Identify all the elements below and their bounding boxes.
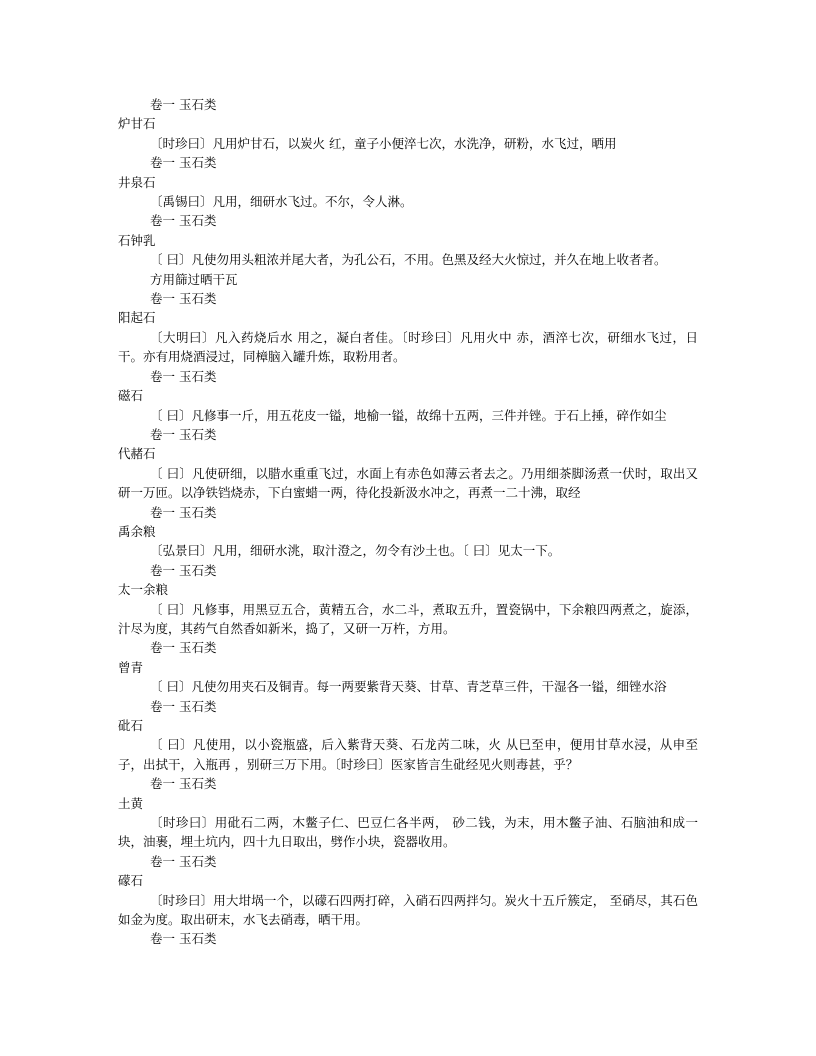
entry-paragraph: 〔时珍曰〕用大坩埚一个，以礞石四两打碎，入硝石四两拌匀。炭火十五斤簇定， 至硝尽，其石色如金为度。取出研末，水飞去硝毒，晒干用。	[118, 892, 698, 928]
entry-paragraph: 〔大明曰〕凡入药烧后水 用之，凝白者佳。〔时珍曰〕凡用火中 赤，酒淬七次，研细水飞过，日干。亦有用烧酒浸过，同樟脑入罐升炼，取粉用者。	[118, 329, 698, 365]
entry-title: 井泉石	[118, 174, 156, 190]
chapter-heading: 卷一 玉石类	[150, 698, 217, 714]
chapter-heading: 卷一 玉石类	[150, 931, 217, 947]
entry-title: 阳起石	[118, 310, 156, 326]
entry-title: 石钟乳	[118, 232, 156, 248]
entry-title: 炉甘石	[118, 116, 156, 132]
document-page	[118, 95, 698, 949]
entry-paragraph: 〔禹锡曰〕凡用，细研水飞过。不尔，令人淋。	[150, 194, 413, 210]
entry-title: 磁石	[118, 388, 144, 404]
entry-paragraph: 〔 曰〕凡修事一斤，用五花皮一镒，地榆一镒，故绵十五两，三件并锉。于石上捶，碎作如尘	[150, 407, 667, 423]
chapter-heading: 卷一 玉石类	[150, 853, 217, 869]
chapter-heading: 卷一 玉石类	[150, 291, 217, 307]
entry-title: 禹余粮	[118, 523, 156, 539]
chapter-heading: 卷一 玉石类	[150, 213, 217, 229]
chapter-heading: 卷一 玉石类	[150, 776, 217, 792]
entry-paragraph: 〔 曰〕凡修事，用黑豆五合，黄精五合，水二斗，煮取五升，置瓷锅中，下余粮四两煮之，旋添，汁尽为度，其药气自然香如新米，捣了，又研一万杵，方用。	[118, 601, 698, 636]
entry-paragraph: 〔弘景曰〕凡用，细研水洮，取汁澄之，勿令有沙土也。〔 曰〕见太一下。	[150, 543, 561, 559]
entry-title: 土黄	[118, 795, 144, 811]
entry-title: 礞石	[118, 873, 144, 889]
entry-title: 砒石	[118, 718, 144, 733]
entry-paragraph: 〔 曰〕凡使勿用夹石及铜青。每一两要紫背天葵、甘草、青芝草三件，干湿各一镒，细锉水浴	[150, 679, 667, 695]
chapter-heading: 卷一 玉石类	[150, 97, 217, 112]
chapter-heading: 卷一 玉石类	[150, 426, 217, 442]
entry-paragraph: 方用篩过晒干瓦	[150, 271, 238, 287]
chapter-heading: 卷一 玉石类	[150, 640, 217, 656]
entry-paragraph: 〔时珍曰〕用砒石二两，木鳖子仁、巴豆仁各半两， 砂二钱，为末，用木鳖子油、石脑油和成一块，油裹，埋土坑内，四十九日取出，劈作小块，瓷器收用。	[118, 815, 698, 850]
chapter-heading: 卷一 玉石类	[150, 562, 217, 578]
entry-title: 代赭石	[118, 446, 156, 462]
chapter-heading: 卷一 玉石类	[150, 155, 217, 171]
entry-title: 曾青	[118, 659, 144, 675]
entry-paragraph: 〔 曰〕凡使勿用头粗浓并尾大者，为孔公石，不用。色黑及经大火惊过，并久在地上收者者。	[150, 252, 667, 268]
entry-title: 太一余粮	[118, 582, 169, 598]
entry-paragraph: 〔 曰〕凡使用，以小瓷瓶盛，后入紫背天葵、石龙芮二味，火 从巳至申，便用甘草水浸，从申至子，出拭干，入瓶再 ，别研三万下用。〔时珍曰〕医家皆言生砒经见火则毒甚，乎？	[118, 737, 698, 772]
chapter-heading: 卷一 玉石类	[150, 368, 217, 384]
entry-paragraph: 〔 曰〕凡使研细，以腊水重重飞过，水面上有赤色如薄云者去之。乃用细茶脚汤煮一伏时，取出又研一万匝。以净铁铛烧赤，下白蜜蜡一两，待化投新汲水冲之，再煮一二十沸，取经	[118, 465, 698, 501]
chapter-heading: 卷一 玉石类	[150, 504, 217, 520]
entry-paragraph: 〔时珍曰〕凡用炉甘石，以炭火 红，童子小便淬七次，水洗净，研粉，水飞过，晒用	[150, 135, 617, 151]
